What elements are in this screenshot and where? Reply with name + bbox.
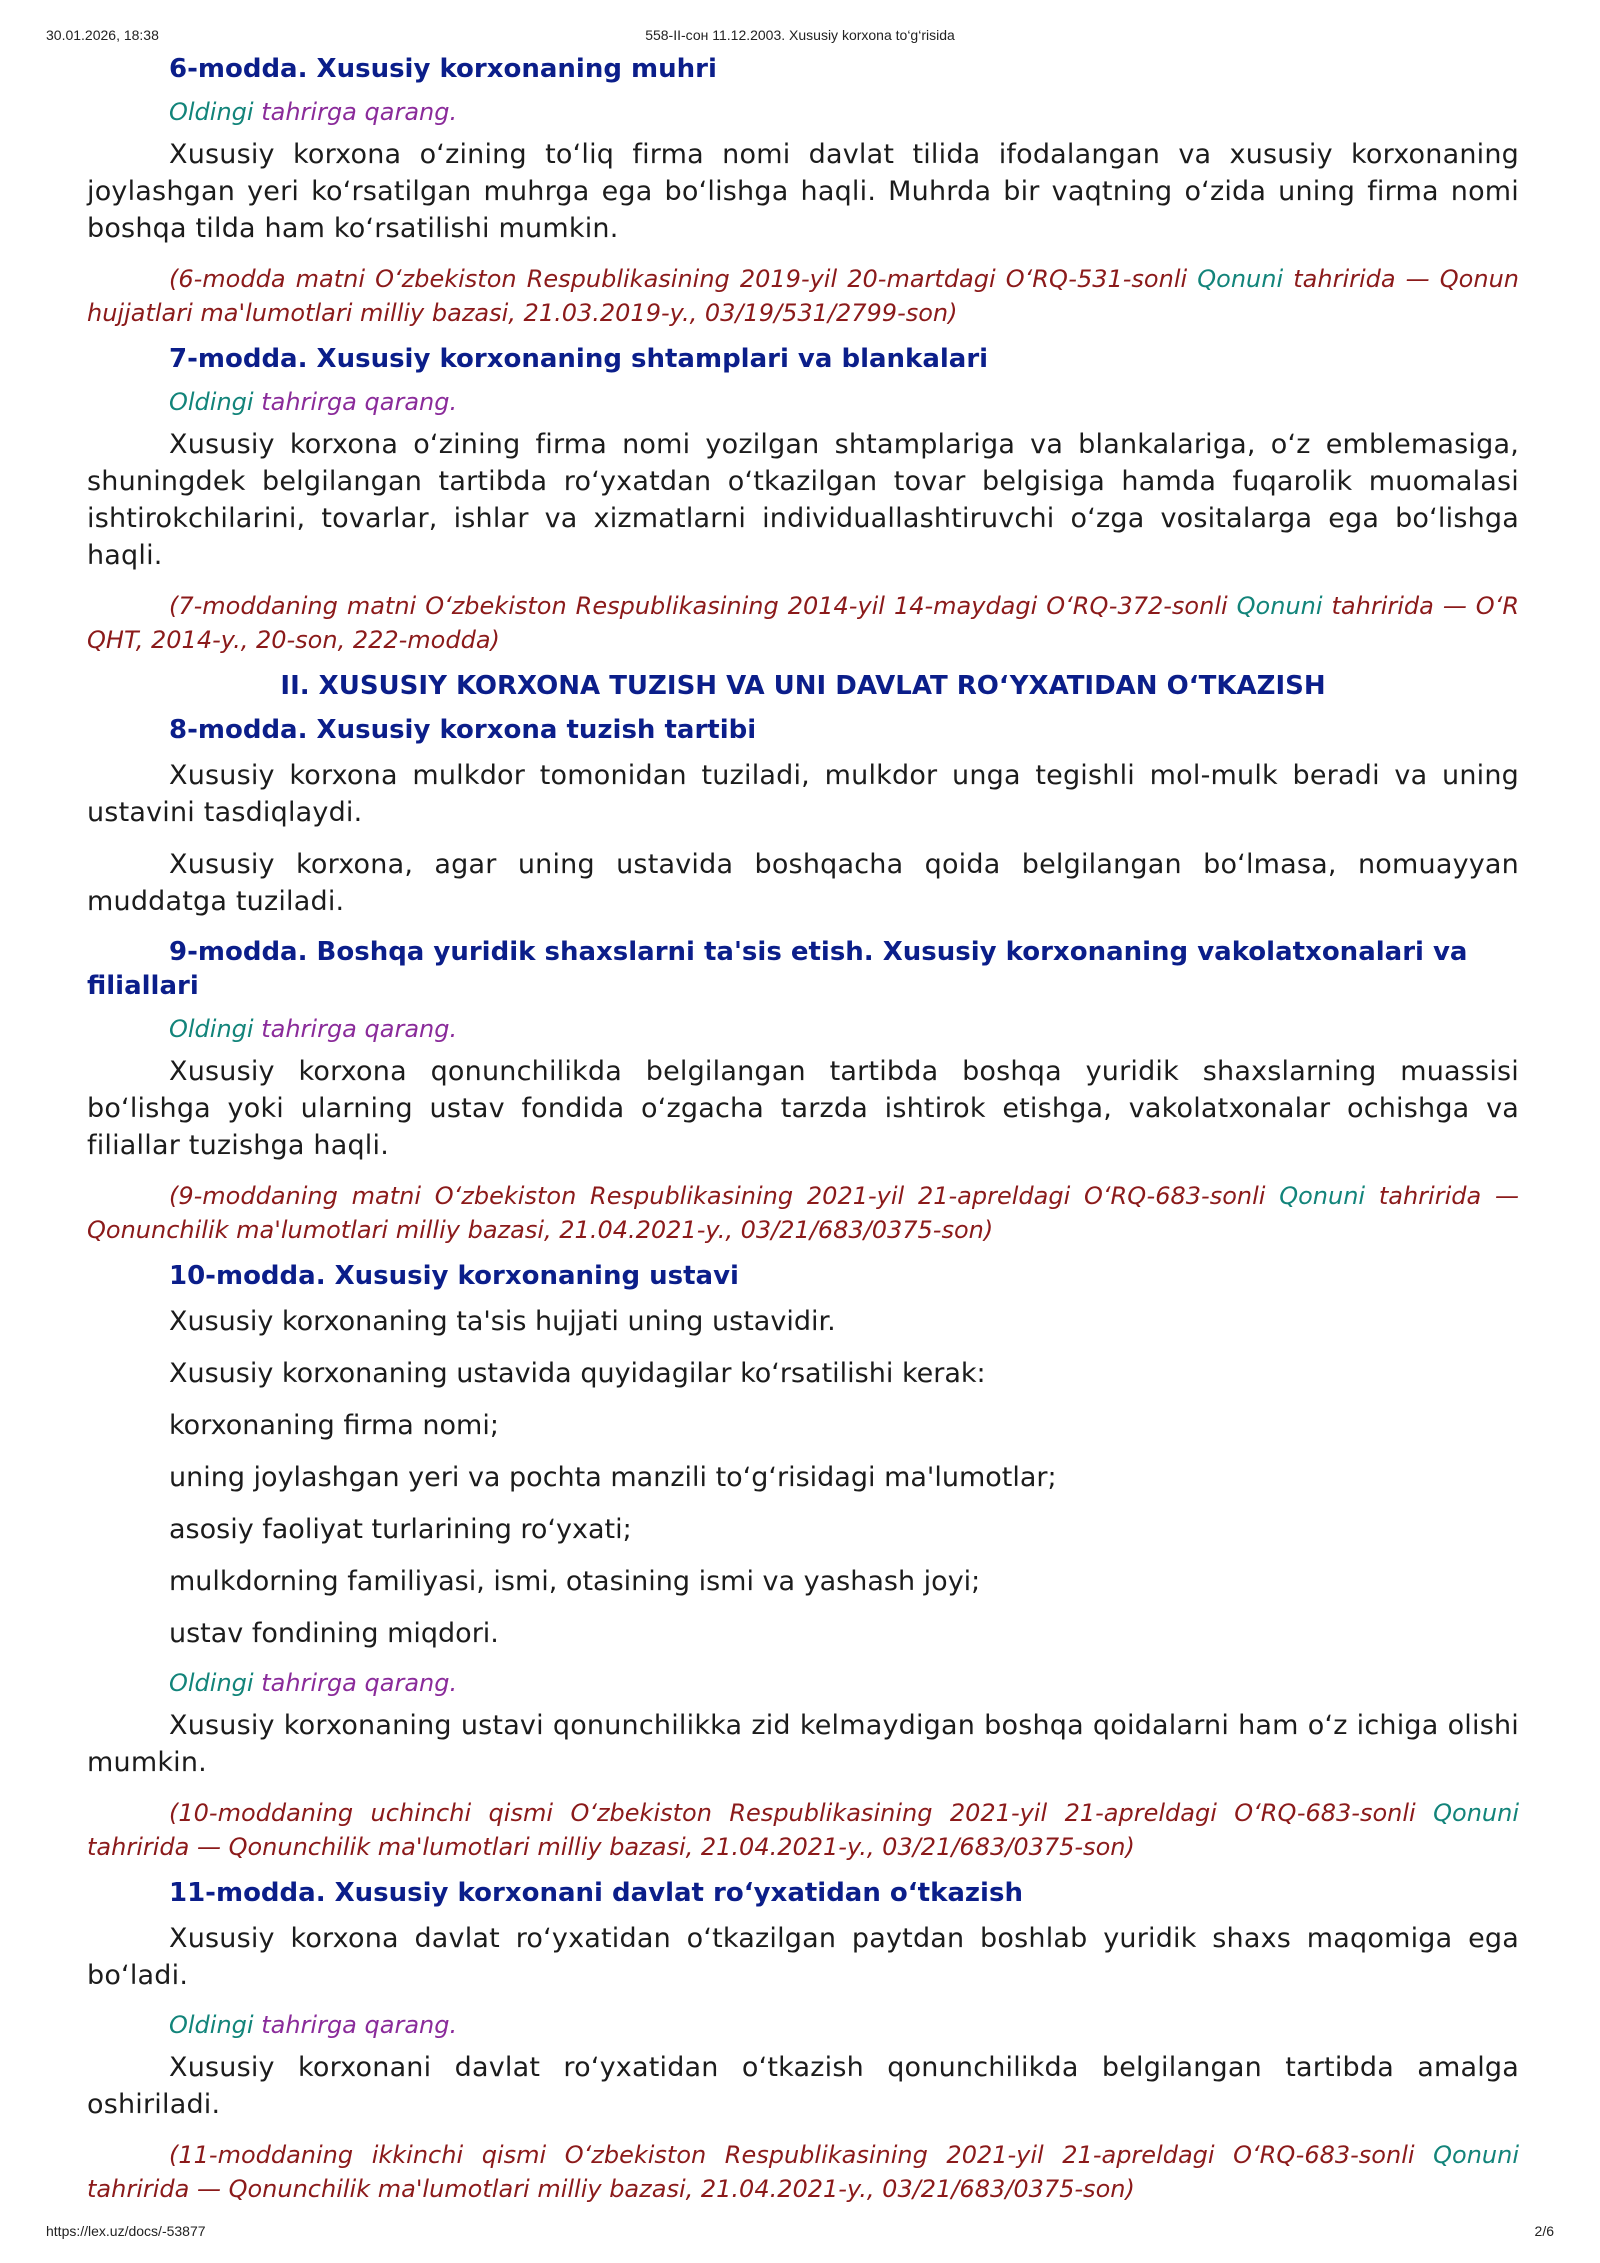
paragraph-item: asosiy faoliyat turlarining roʻyxati; (169, 1514, 632, 1545)
paragraph-item: Xususiy korxonaning ta'sis hujjati uning ustavidir. (169, 1306, 836, 1337)
previous-edition-note (87, 1013, 1519, 1045)
previous-edition-note (87, 96, 1519, 128)
amendment-note (87, 589, 1519, 657)
amendment-note-text: (6-modda matni Oʻzbekiston Respublikasining 2019-yil 20-martdagi OʻRQ-531-sonli (169, 265, 1198, 293)
paragraph: Xususiy korxonani davlat roʻyxatidan oʻtkazish qonunchilikda belgilangan tartibda amalga oshiriladi. (87, 2052, 1519, 2120)
previous-edition-link[interactable]: Oldingi (169, 2011, 254, 2039)
law-link[interactable]: Qonuni (1236, 592, 1323, 620)
paragraph: Xususiy korxona oʻzining toʻliq firma nomi davlat tilida ifodalangan va xususiy korxonaning joylashgan yeri koʻrsatilgan muhrga ega boʻlishga haqli. Muhrda bir vaqtning oʻzida uning firma nomi boshqa tilda ham koʻrsatilishi mumkin. (87, 139, 1519, 244)
previous-edition-link[interactable]: Oldingi (169, 388, 254, 416)
amendment-note-text: (7-moddaning matni Oʻzbekiston Respublikasining 2014-yil 14-maydagi OʻRQ-372-sonli (169, 592, 1237, 620)
article-heading: 6-modda. Xususiy korxonaning muhri (169, 54, 717, 84)
law-link[interactable]: Qonuni (1433, 1799, 1519, 1827)
paragraph: Xususiy korxona oʻzining firma nomi yozilgan shtamplariga va blankalariga, oʻz emblemasiga, shuningdek belgilangan tartibda roʻyxatdan oʻtkazilgan tovar belgisiga hamda fuqarolik muomalasi ishtirokchilarini, tovarlar, ishlar va xizmatlarni individuallashtiruvchi oʻzga vositalarga ega boʻlishga haqli. (87, 429, 1519, 571)
amendment-note-text: (11-moddaning ikkinchi qismi Oʻzbekiston Respublikasining 2021-yil 21-apreldagi OʻRQ-683-sonli (169, 2141, 1434, 2169)
paragraph: Xususiy korxonaning ustavi qonunchilikka zid kelmaydigan boshqa qoidalarni ham oʻz ichiga olishi mumkin. (87, 1710, 1519, 1778)
article-heading: 8-modda. Xususiy korxona tuzish tartibi (169, 715, 757, 745)
amendment-note (87, 262, 1519, 330)
previous-edition-note (87, 2009, 1519, 2041)
print-page-number: 2/6 (1534, 2223, 1554, 2239)
section-title: II. XUSUSIY KORXONA TUZISH VA UNI DAVLAT ROʻYXATIDAN OʻTKAZISH (280, 671, 1326, 701)
law-link[interactable]: Qonuni (1197, 265, 1284, 293)
article-heading: 11-modda. Xususiy korxonani davlat roʻyxatidan oʻtkazish (169, 1878, 1023, 1908)
previous-edition-link[interactable]: Oldingi (169, 1669, 254, 1697)
paragraph-item: mulkdorning familiyasi, ismi, otasining ismi va yashash joyi; (169, 1566, 981, 1597)
amendment-note-text: (10-moddaning uchinchi qismi Oʻzbekiston Respublikasining 2021-yil 21-apreldagi OʻRQ-683-sonli (169, 1799, 1434, 1827)
paragraph-item: ustav fondining miqdori. (169, 1618, 499, 1649)
previous-edition-text: tahrirga qarang. (253, 2011, 458, 2039)
previous-edition-text: tahrirga qarang. (253, 1669, 458, 1697)
print-footer (46, 2223, 1554, 2241)
print-header (46, 27, 1554, 45)
amendment-note-text: tahririda — OʻR QHT, 2014-y., 20-son, 222-modda) (87, 592, 1520, 654)
law-link[interactable]: Qonuni (1433, 2141, 1519, 2169)
amendment-note-text: tahririda — Qonun hujjatlari ma'lumotlari milliy bazasi, 21.03.2019-y., 03/19/531/2799-son) (87, 265, 1519, 327)
article-heading: 9-modda. Boshqa yuridik shaxslarni ta'sis etish. Xususiy korxonaning vakolatxonalari va filiallari (87, 937, 1468, 1001)
document-body (87, 52, 1519, 2218)
print-datetime: 30.01.2026, 18:38 (46, 27, 159, 43)
paragraph-item: uning joylashgan yeri va pochta manzili toʻgʻrisidagi ma'lumotlar; (169, 1462, 1057, 1493)
amendment-note (87, 1796, 1519, 1864)
paragraph: Xususiy korxona mulkdor tomonidan tuziladi, mulkdor unga tegishli mol-mulk beradi va uning ustavini tasdiqlaydi. (87, 760, 1519, 828)
paragraph-item: korxonaning firma nomi; (169, 1410, 499, 1441)
paragraph: Xususiy korxona davlat roʻyxatidan oʻtkazilgan paytdan boshlab yuridik shaxs maqomiga ega boʻladi. (87, 1923, 1519, 1991)
previous-edition-link[interactable]: Oldingi (169, 98, 254, 126)
amendment-note-text: tahririda — Qonunchilik ma'lumotlari milliy bazasi, 21.04.2021-y., 03/21/683/0375-son) (87, 1833, 1135, 1861)
paragraph-item: Xususiy korxonaning ustavida quyidagilar koʻrsatilishi kerak: (169, 1358, 986, 1389)
previous-edition-text: tahrirga qarang. (253, 1015, 458, 1043)
previous-edition-note (87, 1667, 1519, 1699)
previous-edition-note (87, 386, 1519, 418)
article-heading: 10-modda. Xususiy korxonaning ustavi (169, 1261, 739, 1291)
previous-edition-link[interactable]: Oldingi (169, 1015, 254, 1043)
amendment-note-text: tahririda — Qonunchilik ma'lumotlari milliy bazasi, 21.04.2021-y., 03/21/683/0375-son) (87, 1182, 1519, 1244)
paragraph: Xususiy korxona qonunchilikda belgilangan tartibda boshqa yuridik shaxslarning muassisi boʻlishga yoki ularning ustav fondida oʻzgacha tarzda ishtirok etishga, vakolatxonalar ochishga va filiallar tuzishga haqli. (87, 1056, 1519, 1161)
print-url: https://lex.uz/docs/-53877 (46, 2223, 206, 2239)
amendment-note-text: tahririda — Qonunchilik ma'lumotlari milliy bazasi, 21.04.2021-y., 03/21/683/0375-son) (87, 2175, 1135, 2203)
paragraph: Xususiy korxona, agar uning ustavida boshqacha qoida belgilangan boʻlmasa, nomuayyan muddatga tuziladi. (87, 849, 1519, 917)
amendment-note-text: (9-moddaning matni Oʻzbekiston Respublikasining 2021-yil 21-apreldagi OʻRQ-683-sonli (169, 1182, 1280, 1210)
previous-edition-text: tahrirga qarang. (253, 98, 458, 126)
amendment-note (87, 2138, 1519, 2206)
article-heading: 7-modda. Xususiy korxonaning shtamplari va blankalari (169, 344, 989, 374)
print-document-title: 558-II-сон 11.12.2003. Xususiy korxona to‘g‘risida (645, 27, 955, 43)
previous-edition-text: tahrirga qarang. (253, 388, 458, 416)
law-link[interactable]: Qonuni (1279, 1182, 1366, 1210)
amendment-note (87, 1179, 1519, 1247)
